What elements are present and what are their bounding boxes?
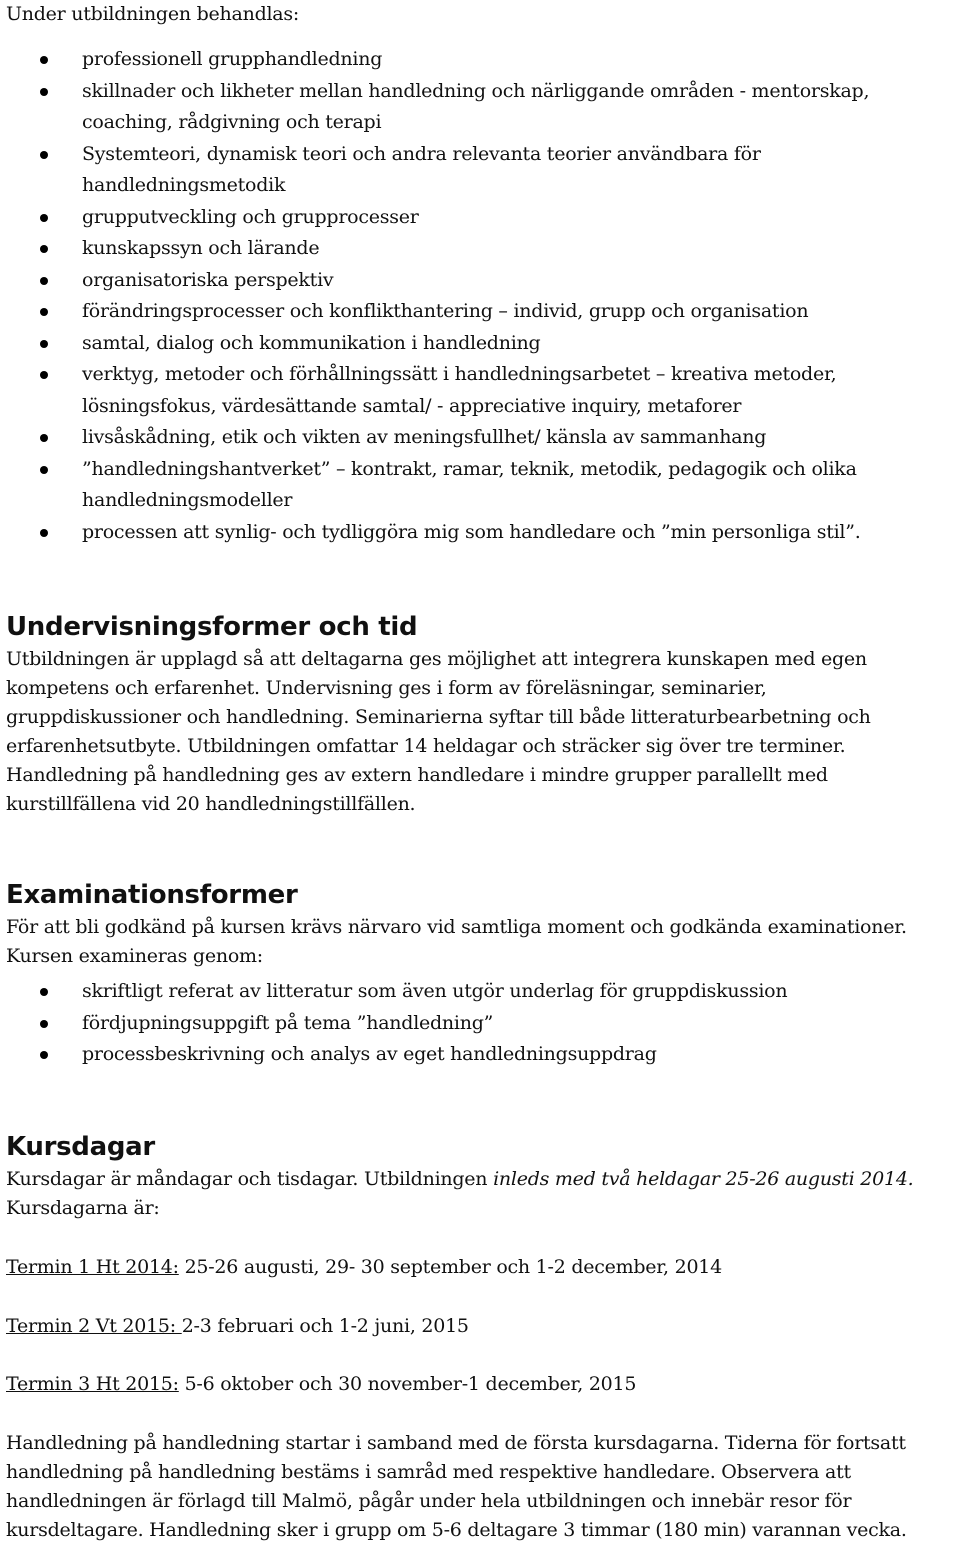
bullet-icon — [40, 434, 48, 442]
list-item: grupputveckling och grupprocesser — [6, 202, 956, 234]
examination-list — [6, 976, 956, 1071]
list-item: samtal, dialog och kommunikation i handledning — [6, 328, 956, 360]
list-item-continuation: handledningsmetodik — [82, 174, 286, 196]
list-item: organisatoriska perspektiv — [6, 265, 956, 297]
bullet-icon — [40, 88, 48, 96]
examination-paragraph: För att bli godkänd på kursen krävs närvaro vid samtliga moment och godkända examinationer. Kursen examineras genom: — [6, 916, 907, 967]
term-1 — [6, 1253, 722, 1282]
bullet-icon — [40, 340, 48, 348]
bullet-icon — [40, 56, 48, 64]
list-item: processen att synlig- och tydliggöra mig som handledare och ”min personliga stil”. — [6, 517, 956, 549]
bullet-icon — [40, 1051, 48, 1059]
list-item: skillnader och likheter mellan handledning och närliggande områden - mentorskap, — [6, 76, 956, 108]
term-dates: 5-6 oktober och 30 november-1 december, 2015 — [178, 1373, 637, 1395]
intro-text: Under utbildningen behandlas: — [6, 3, 300, 25]
list-item-continuation: coaching, rådgivning och terapi — [82, 111, 382, 133]
bullet-icon — [40, 245, 48, 253]
bullet-icon — [40, 988, 48, 996]
list-item: Systemteori, dynamisk teori och andra relevanta teorier användbara för — [6, 139, 956, 171]
list-item: professionell grupphandledning — [6, 44, 956, 76]
list-item: förändringsprocesser och konflikthantering – individ, grupp och organisation — [6, 296, 956, 328]
term-label: Termin 3 Ht 2015: — [6, 1373, 179, 1395]
list-item: processbeskrivning och analys av eget handledningsuppdrag — [6, 1039, 956, 1071]
section-heading-examination: Examinationsformer — [6, 880, 298, 910]
bullet-icon — [40, 151, 48, 159]
list-item-continuation: lösningsfokus, värdesättande samtal/ - appreciative inquiry, metaforer — [82, 394, 742, 417]
bullet-icon — [40, 214, 48, 222]
bullet-icon — [40, 277, 48, 285]
section-heading-kursdagar: Kursdagar — [6, 1132, 155, 1162]
term-3 — [6, 1370, 636, 1399]
bullet-icon — [40, 371, 48, 379]
topics-list — [6, 44, 956, 548]
term-dates: 25-26 augusti, 29- 30 september och 1-2 december, 2014 — [178, 1256, 722, 1278]
term-label: Termin 2 Vt 2015: — [6, 1315, 182, 1337]
bullet-icon — [40, 308, 48, 316]
list-item: livsåskådning, etik och vikten av meningsfullhet/ känsla av sammanhang — [6, 422, 956, 454]
section-heading-undervisning: Undervisningsformer och tid — [6, 612, 418, 642]
bullet-icon — [40, 1020, 48, 1028]
list-item: fördjupningsuppgift på tema ”handledning” — [6, 1008, 956, 1040]
term-dates: 2-3 februari och 1-2 juni, 2015 — [181, 1315, 469, 1337]
list-item: skriftligt referat av litteratur som även utgör underlag för gruppdiskussion — [6, 976, 956, 1008]
undervisning-paragraph: Utbildningen är upplagd så att deltagarna ges möjlighet att integrera kunskapen med egen kompetens och erfarenhet. Undervisning ges i form av föreläsningar, seminarier, gruppdiskussioner och handledning. Seminarierna syftar till både litteraturbearbetning och erfarenhetsutbyte. Utbildningen omfattar 14 heldagar och sträcker sig över tre terminer. Handledning på handledning ges av extern handledare i mindre grupper parallellt med kurstillfällena vid 20 handledningstillfällen. — [6, 648, 871, 815]
term-label: Termin 1 Ht 2014: — [6, 1256, 179, 1278]
list-item: ”handledningshantverket” – kontrakt, ramar, teknik, metodik, pedagogik och olika — [6, 454, 956, 486]
list-item: verktyg, metoder och förhållningssätt i handledningsarbetet – kreativa metoder, — [6, 359, 956, 391]
bullet-icon — [40, 466, 48, 474]
term-2 — [6, 1312, 469, 1341]
bullet-icon — [40, 529, 48, 537]
list-item: kunskapssyn och lärande — [6, 233, 956, 265]
handledning-paragraph: Handledning på handledning startar i samband med de första kursdagarna. Tiderna för fortsatt handledning på handledning bestäms i samråd med respektive handledare. Observera att handledningen är förlagd till Malmö, pågår under hela utbildningen och innebär resor för kursdeltagare. Handledning sker i grupp om 5-6 deltagare 3 timmar (180 min) varannan vecka. — [6, 1432, 907, 1541]
list-item-continuation: handledningsmodeller — [82, 489, 293, 511]
start-date-emphasis: inleds med två heldagar 25-26 augusti 2014. — [493, 1168, 914, 1190]
kursdagar-paragraph: Kursdagar är måndagar och tisdagar. Utbildningen inleds med två heldagar 25-26 augusti 2014. Kursdagarna är: — [6, 1168, 914, 1219]
